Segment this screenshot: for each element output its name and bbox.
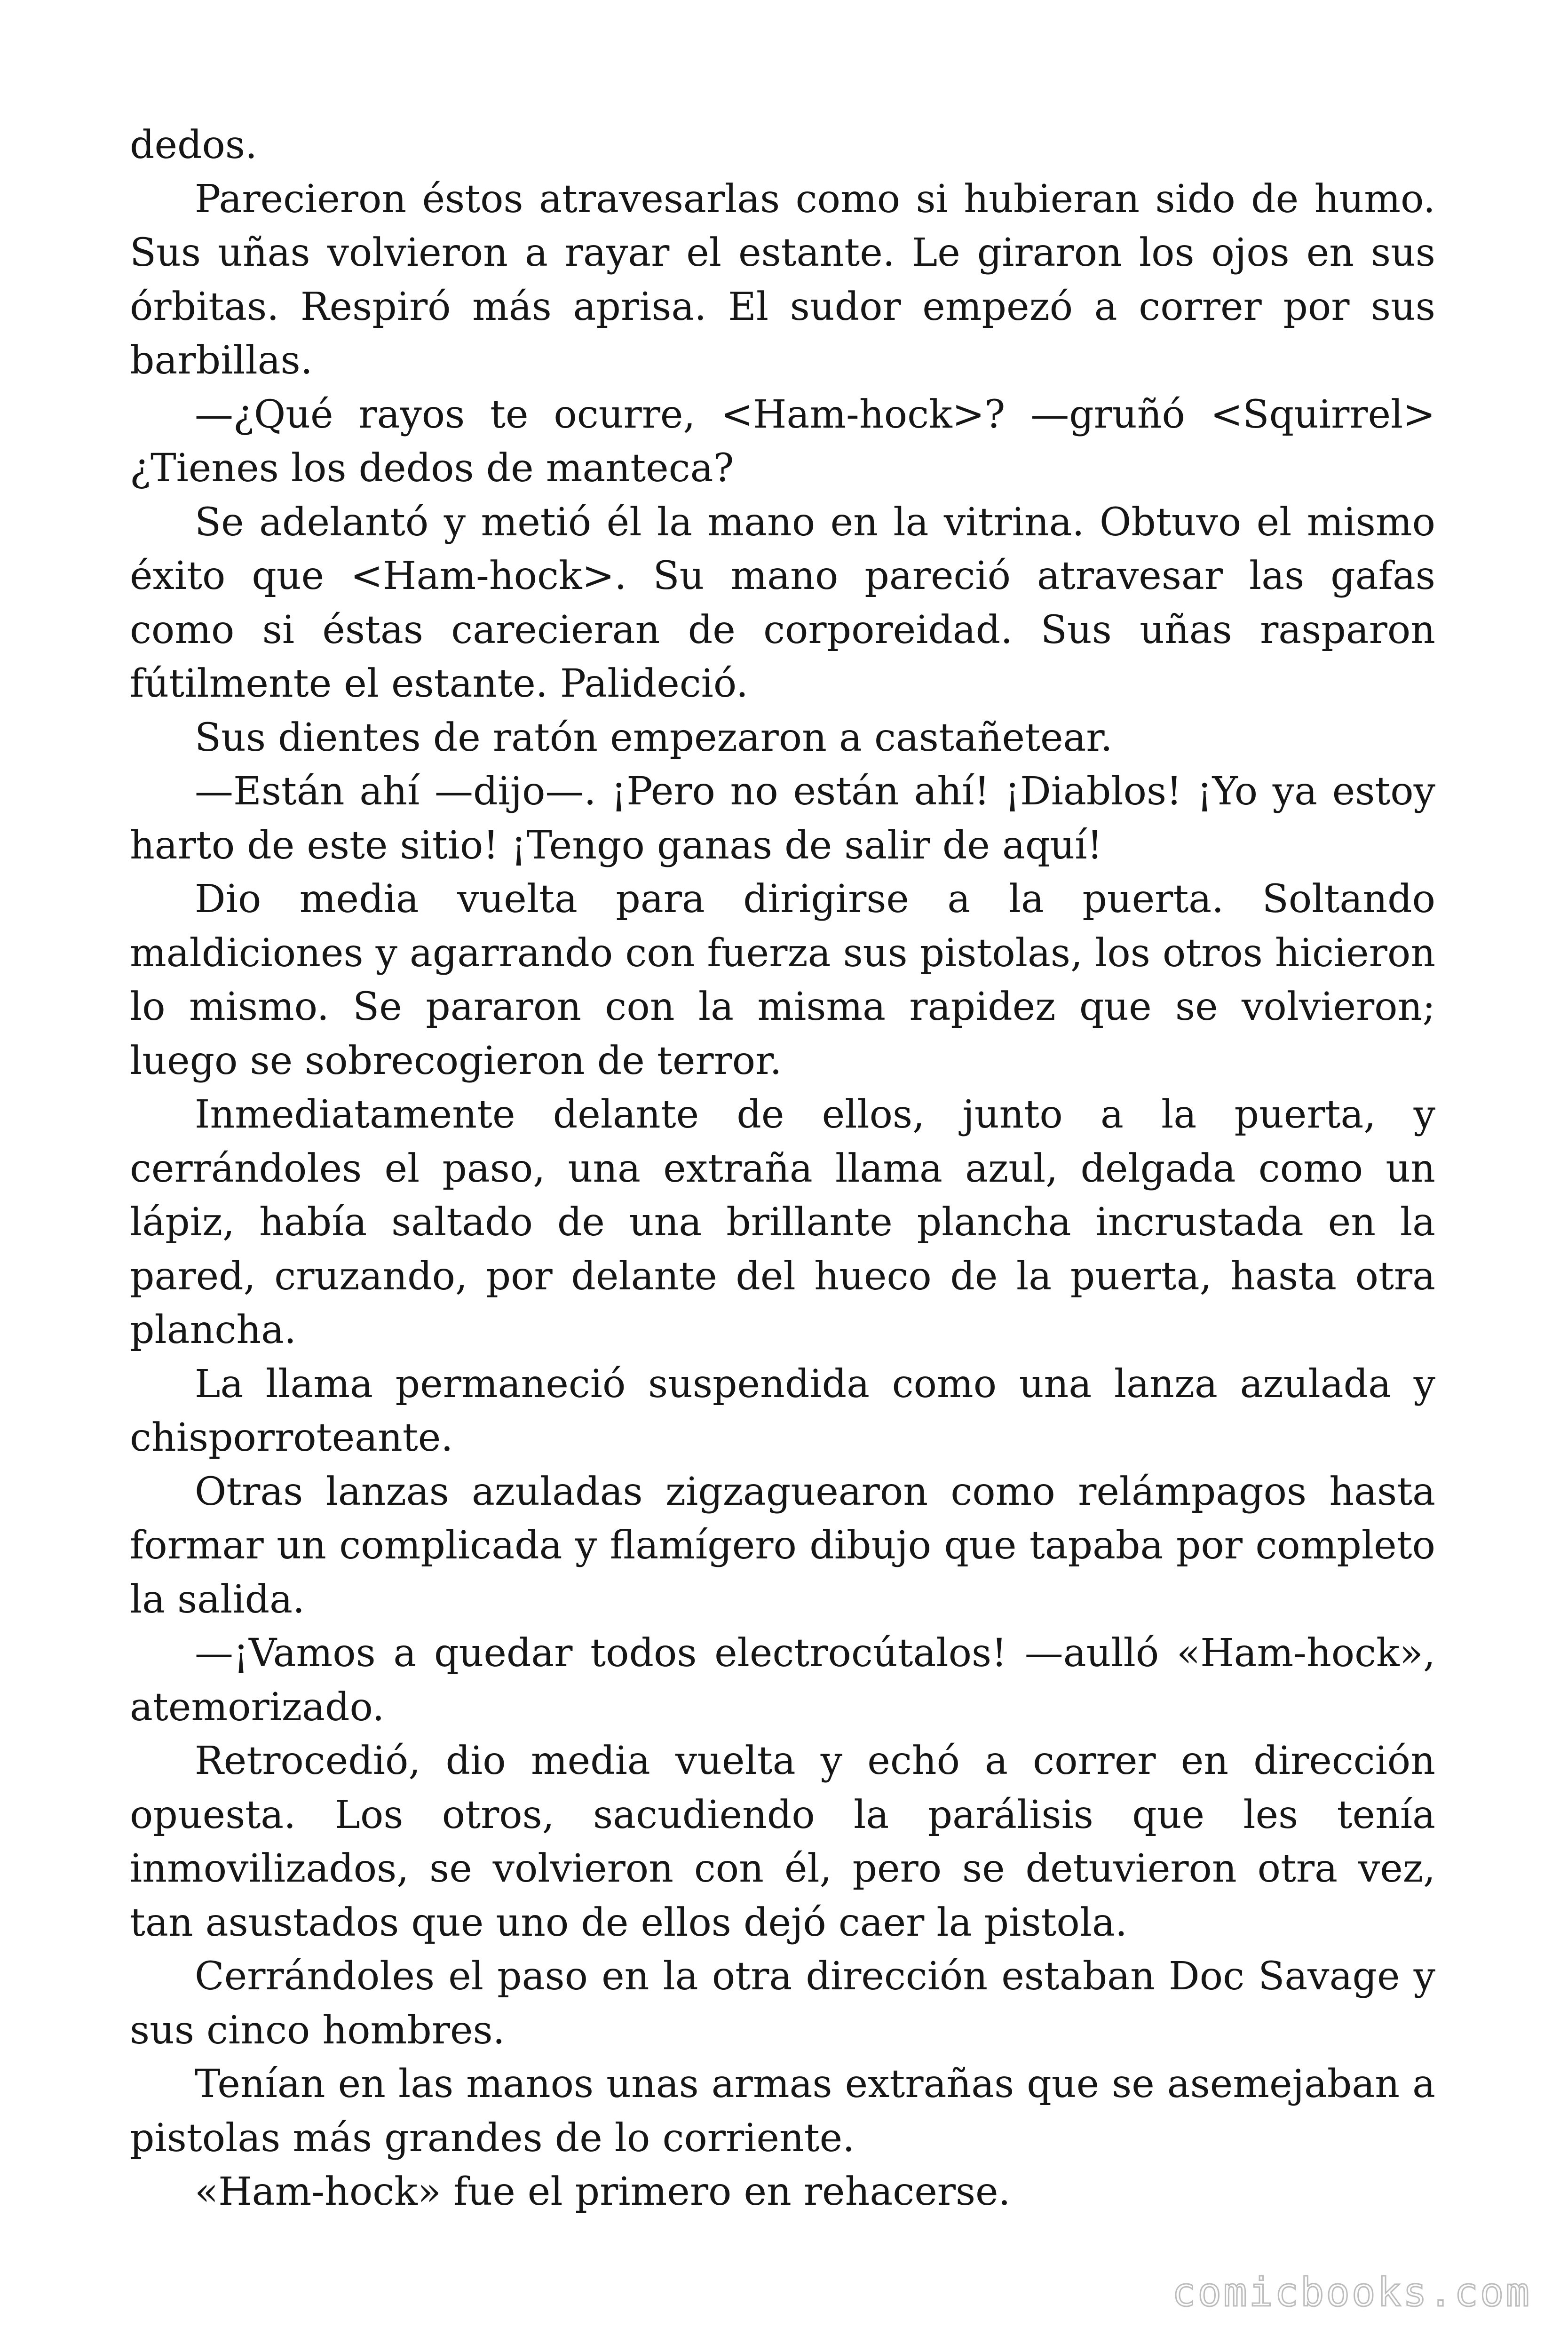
paragraph: Se adelantó y metió él la mano en la vitrina. Obtuvo el mismo éxito que <Ham-hock>. Su mano pareció atravesar las gafas como si éstas carecieran de corporeidad. Sus uñas rasparon fútilmente el estante. Palideció. bbox=[130, 500, 1435, 706]
watermark-logo: comicbooks.com bbox=[1172, 2269, 1531, 2315]
paragraph: Sus dientes de ratón empezaron a castañetear. bbox=[195, 715, 1113, 760]
paragraph: Otras lanzas azuladas zigzaguearon como relámpagos hasta formar un complicada y flamígero dibujo que tapaba por completo la salida. bbox=[130, 1469, 1435, 1622]
paragraph: —¿Qué rayos te ocurre, <Ham-hock>? —gruñó <Squirrel> ¿Tienes los dedos de manteca? bbox=[130, 392, 1435, 491]
paragraph: —¡Vamos a quedar todos electrocútalos! —aulló «Ham-hock», atemorizado. bbox=[130, 1631, 1435, 1730]
paragraph: Parecieron éstos atravesarlas como si hubieran sido de humo. Sus uñas volvieron a rayar el estante. Le giraron los ojos en sus órbitas. Respiró más aprisa. El sudor empezó a correr por sus barbillas. bbox=[130, 176, 1435, 383]
paragraph: Dio media vuelta para dirigirse a la puerta. Soltando maldiciones y agarrando con fuerza sus pistolas, los otros hicieron lo mismo. Se pararon con la misma rapidez que se volvieron; luego se sobrecogieron de terror. bbox=[130, 877, 1435, 1083]
paragraph: Inmediatamente delante de ellos, junto a la puerta, y cerrándoles el paso, una extraña llama azul, delgada como un lápiz, había saltado de una brillante plancha incrustada en la pared, cruzando, por delante del hueco de la puerta, hasta otra plancha. bbox=[130, 1092, 1435, 1352]
paragraph: Retrocedió, dio media vuelta y echó a correr en dirección opuesta. Los otros, sacudiendo la parálisis que les tenía inmovilizados, se volvieron con él, pero se detuvieron otra vez, tan asustados que uno de ellos dejó caer la pistola. bbox=[130, 1739, 1435, 1945]
paragraph: Cerrándoles el paso en la otra dirección estaban Doc Savage y sus cinco hombres. bbox=[130, 1954, 1435, 2053]
paragraph-continuation: dedos. bbox=[130, 123, 258, 167]
paragraph: La llama permaneció suspendida como una lanza azulada y chisporroteante. bbox=[130, 1361, 1435, 1460]
paragraph: Tenían en las manos unas armas extrañas que se asemejaban a pistolas más grandes de lo corriente. bbox=[130, 2062, 1435, 2161]
page-body-text bbox=[130, 119, 1435, 2219]
paragraph: —Están ahí —dijo—. ¡Pero no están ahí! ¡Diablos! ¡Yo ya estoy harto de este sitio! ¡Tengo ganas de salir de aquí! bbox=[130, 769, 1435, 868]
paragraph: «Ham-hock» fue el primero en rehacerse. bbox=[195, 2169, 1011, 2214]
